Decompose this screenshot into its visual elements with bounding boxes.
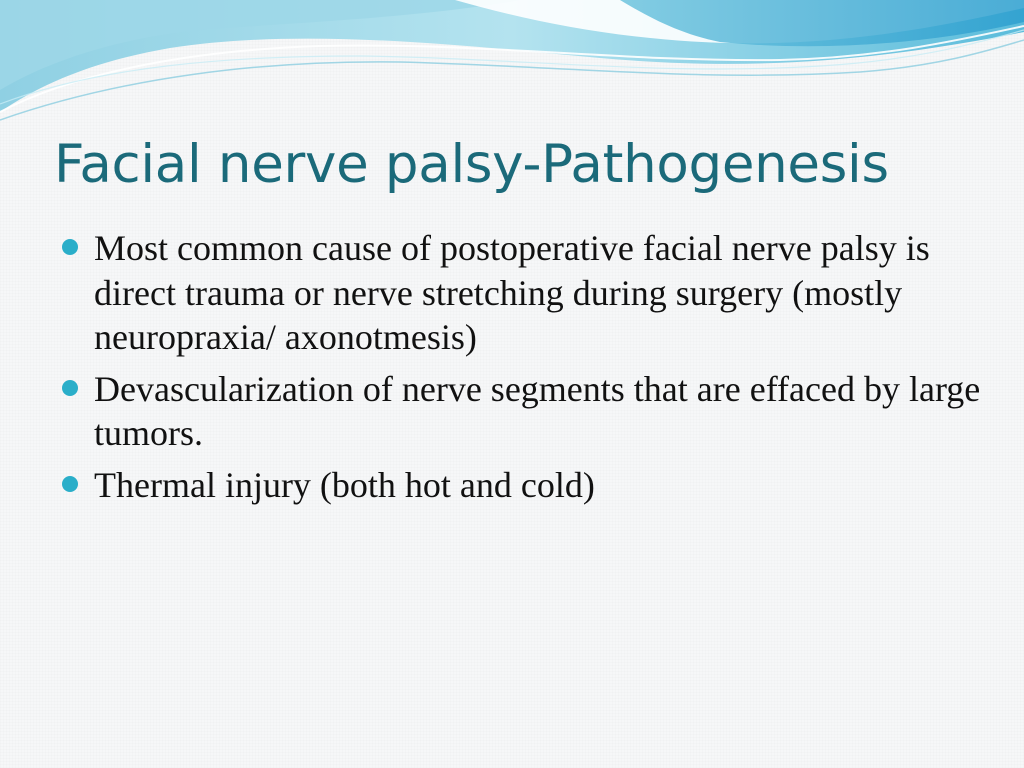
bullet-text: Devascularization of nerve segments that are effaced by large tumors. [94,368,981,453]
bullet-item-devascularization [62,367,982,456]
bullet-dot-icon [62,476,78,492]
bullet-dot-icon [62,239,78,255]
bullet-text: Most common cause of postoperative facial nerve palsy is direct trauma or nerve stretching during surgery (mostly neuropraxia/ axonotmesis) [94,228,930,357]
slide-title: Facial nerve palsy-Pathogenesis [54,134,889,195]
bullet-item-thermal [62,463,982,508]
bullet-text: Thermal injury (both hot and cold) [94,464,595,505]
header-wave-decoration [0,0,1024,130]
bullet-dot-icon [62,380,78,396]
bullet-item-trauma [62,226,982,360]
bullet-list [62,226,982,514]
